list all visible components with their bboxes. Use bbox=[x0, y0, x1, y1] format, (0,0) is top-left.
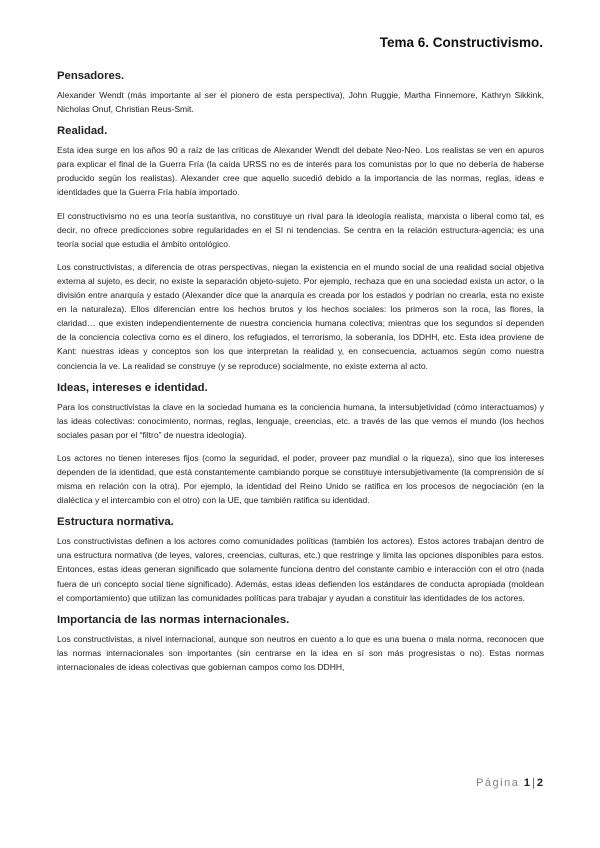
paragraph: Los constructivistas, a diferencia de otras perspectivas, niegan la existencia en el mundo social de una realidad social objetiva externa al sujeto, es decir, no existe la separación objeto-sujeto. Por ejemplo, rechaza que en una sociedad exista un actor, o la división entre anarquía y estado (Alexander dice que la anarquía es creada por los estados y podrían no crearla, esta no existe en la naturaleza). Ellos diferencian entre los hechos brutos y los hechos sociales: los primeros son la roca, las flores, la claridad… que existen independientemente de nuestra conciencia humana colectiva; mientras que los segundos sí dependen de la conciencia colectiva como es el dinero, los refugiados, el terrorismo, la soberanía, los DDHH, etc. Esta idea proviene de Kant: nuestras ideas y conceptos son los que interpretan la realidad y, en consecuencia, actuamos según como nuestra conciencia la ve. La realidad se construye (y se reproduce) socialmente, no existe externa al acto. bbox=[57, 261, 544, 371]
paragraph: Alexander Wendt (más importante al ser el pionero de esta perspectiva), John Ruggie, Martha Finnemore, Kathryn Sikkink, Nicholas Onuf, Christian Reus-Smit. bbox=[57, 90, 544, 115]
document-body bbox=[57, 70, 544, 683]
section-heading: Importancia de las normas internacionales. bbox=[57, 613, 290, 626]
section-realidad bbox=[57, 125, 544, 372]
paragraph: Para los constructivistas la clave en la sociedad humana es la conciencia humana, la intersubjetividad (cómo interactuamos) y las ideas colectivas: conocimiento, normas, reglas, lenguaje, creencias, etc. a través de las que vemos el mundo (los hechos sociales pasan por el “filtro” de nuestra ideología). bbox=[57, 401, 544, 440]
page-footer bbox=[476, 777, 543, 789]
paragraph: El constructivismo no es una teoría sustantiva, no constituye un rival para la ideología realista, marxista o liberal como tal, es decir, no ofrece predicciones sobre regularidades en el SI ni tendencias. Se centra en la relación estructura-agencia; es una teoría social que estudia el ámbito ontológico. bbox=[57, 210, 544, 249]
paragraph: Los constructivistas, a nivel internacional, aunque son neutros en cuento a lo que es una buena o mala norma, reconocen que las normas internacionales son importantes (sin centrarse en la idea en sí son más progresistas o no). Estas normas internacionales de ideas colectivas que gobiernan campos como los DDHH, bbox=[57, 633, 544, 672]
page-title: Tema 6. Constructivismo. bbox=[379, 35, 543, 50]
page-number: 1 bbox=[523, 777, 531, 789]
page-total: 2 bbox=[536, 777, 543, 789]
section-heading: Realidad. bbox=[57, 125, 108, 138]
section-heading: Pensadores. bbox=[57, 70, 125, 82]
section-heading: Estructura normativa. bbox=[57, 516, 174, 529]
section-normas-internacionales bbox=[57, 614, 544, 674]
paragraph: Los actores no tienen intereses fijos (como la seguridad, el poder, proveer paz mundial o la riqueza), sino que los intereses dependen de la identidad, que está constantemente cambiando porque se constituye intersubjetivamente (la comprensión de sí misma en relación con la otra). Por ejemplo, la identidad del Reino Unido se ratifica en los procesos de negociación (en la dialéctica y el intercambio con el otro) con la UE, que también ratifica su identidad. bbox=[57, 452, 544, 506]
page-label: Página bbox=[476, 777, 520, 789]
section-estructura-normativa bbox=[57, 516, 544, 604]
section-ideas-intereses-identidad bbox=[57, 382, 544, 508]
paragraph: Los constructivistas definen a los actores como comunidades políticas (también los actores). Estos actores trabajan dentro de una estructura normativa (de leyes, valores, creencias, culturas, etc.) que restringe y limita las opciones disponibles para estos. Entonces, estas ideas generan significado que solamente funciona dentro del constante cambio e interacción con el otro (nada fuera de un concepto social tiene significado). Además, estas ideas defienden los estándares de conducta apropiada (moldean el comportamiento) que utilizan las comunidades políticas para trabajar y ayudan a constituir las identidades de los actores. bbox=[57, 536, 544, 603]
paragraph: Esta idea surge en los años 90 a raíz de las críticas de Alexander Wendt del debate Neo-Neo. Los realistas se ven en apuros para explicar el final de la Guerra Fría (la caída URSS no es de interés para los comunistas por lo que no debería de haberse producido según los realistas). Alexander cree que aquello sucedió debido a la importancia de las normas, reglas, ideas e identidades que la Guerra Fría había importado. bbox=[57, 145, 544, 198]
section-pensadores bbox=[57, 70, 544, 116]
section-heading: Ideas, intereses e identidad. bbox=[57, 381, 208, 394]
page-separator: | bbox=[532, 777, 535, 789]
